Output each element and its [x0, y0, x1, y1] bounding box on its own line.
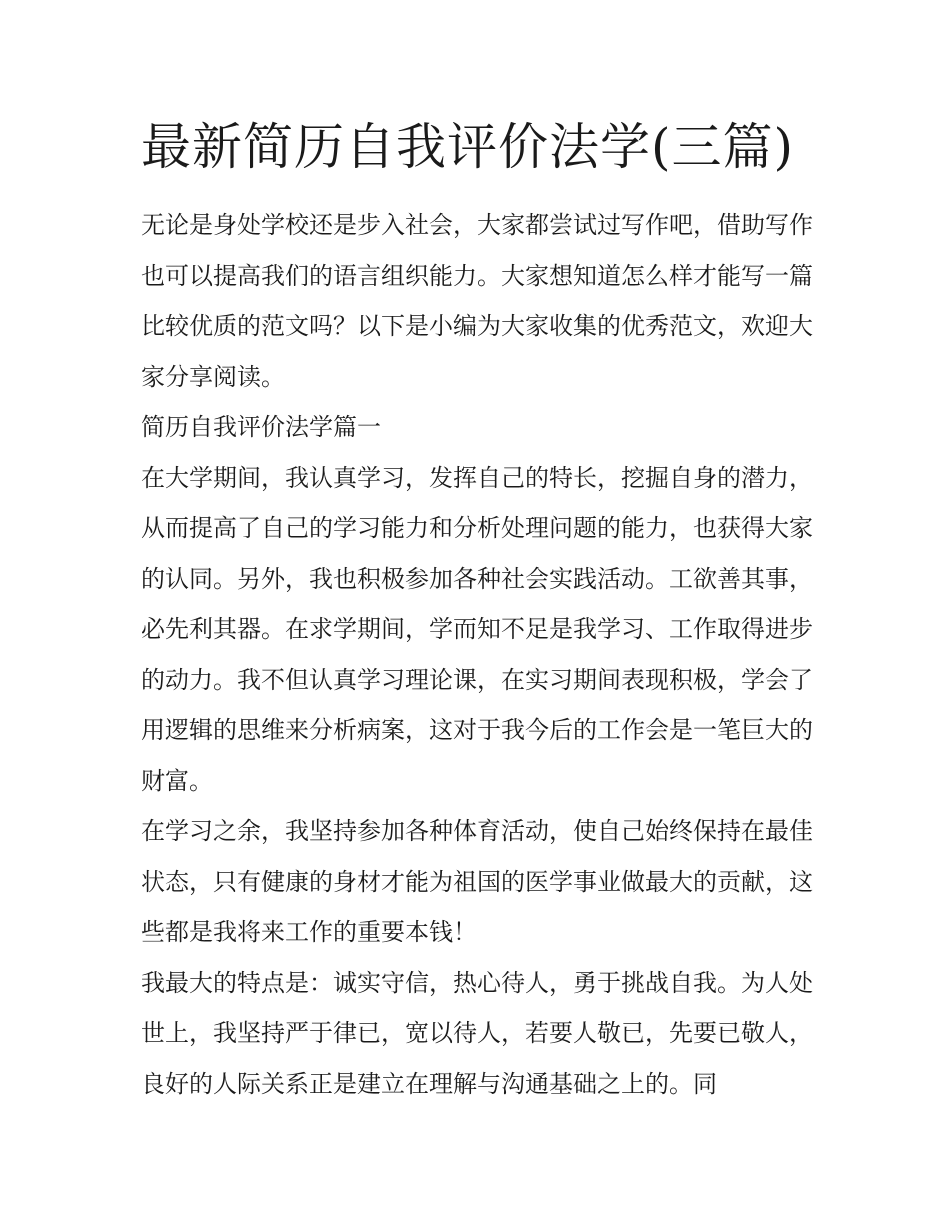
intro-paragraph: 无论是身处学校还是步入社会，大家都尝试过写作吧，借助写作也可以提高我们的语言组织能力。大家想知道怎么样才能写一篇比较优质的范文吗？以下是小编为大家收集的优秀范文，欢迎大家分享阅读。 [141, 211, 813, 391]
body-paragraph-3: 我最大的特点是：诚实守信，热心待人，勇于挑战自我。为人处世上，我坚持严于律已，宽以待人，若要人敬已，先要已敬人，良好的人际关系正是建立在理解与沟通基础之上的。同 [141, 968, 813, 1098]
document-page [141, 112, 813, 1109]
body-paragraph-1: 在大学期间，我认真学习，发挥自己的特长，挖掘自身的潜力，从而提高了自己的学习能力和分析处理问题的能力，也获得大家的认同。另外，我也积极参加各种社会实践活动。工欲善其事，必先利其器。在求学期间，学而知不足是我学习、工作取得进步的动力。我不但认真学习理论课，在实习期间表现积极，学会了用逻辑的思维来分析病案，这对于我今后的工作会是一笔巨大的财富。 [141, 463, 813, 795]
document-title: 最新简历自我评价法学(三篇) [141, 118, 795, 176]
body-paragraph-2: 在学习之余，我坚持参加各种体育活动，使自己始终保持在最佳状态，只有健康的身材才能为祖国的医学事业做最大的贡献，这些都是我将来工作的重要本钱！ [141, 817, 813, 946]
section-heading: 简历自我评价法学篇一 [141, 413, 381, 441]
